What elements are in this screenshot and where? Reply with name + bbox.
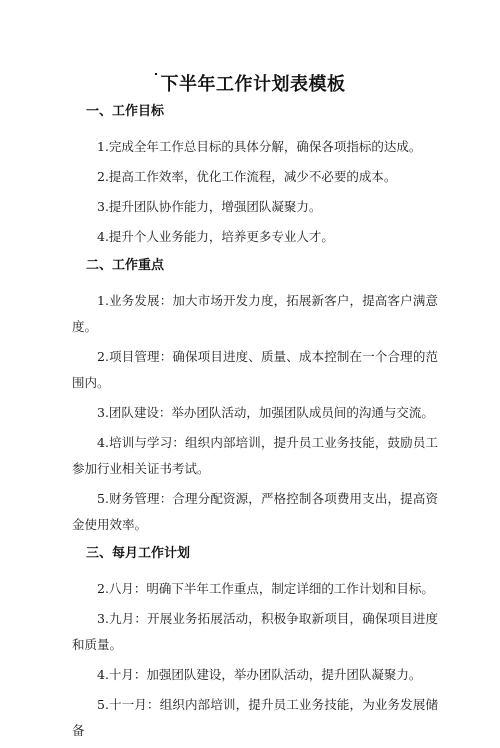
document-body [72,102,438,748]
paragraph: 1.业务发展：加大市场开发力度，拓展新客户，提高客户满意度。 [72,293,438,334]
section-goals [72,102,438,250]
document-title-row [0,70,500,96]
paragraph: 2.八月：明确下半年工作重点，制定详细的工作计划和目标。 [97,581,434,596]
paragraph: 5.十一月：组织内部培训，提升员工业务技能，为业务发展储备 [72,697,438,738]
section-heading: 二、工作重点 [86,258,165,273]
paragraph: 4.提升个人业务能力，培养更多专业人才。 [97,229,334,244]
section-heading: 三、每月工作计划 [86,546,191,561]
paragraph: 2.提高工作效率，优化工作流程，减少不必要的成本。 [97,169,397,184]
paragraph: 4.十月：加强团队建设，举办团队活动，提升团队凝聚力。 [97,667,422,682]
section-monthly-plan [72,544,438,744]
paragraph: 5.财务管理：合理分配资源，严格控制各项费用支出，提高资金使用效率。 [72,491,438,532]
paragraph: 4.培训与学习：组织内部培训，提升员工业务技能，鼓励员工参加行业相关证书考试。 [72,435,438,476]
paragraph: 3.团队建设：举办团队活动，加强团队成员间的沟通与交流。 [97,405,434,420]
paragraph: 3.九月：开展业务拓展活动，积极争取新项目，确保项目进度和质量。 [72,611,438,652]
title-dot-mark [155,73,157,75]
section-focus [72,256,438,538]
document-title: 下半年工作计划表模板 [160,74,346,95]
section-heading: 一、工作目标 [86,104,165,119]
paragraph: 2.项目管理：确保项目进度、质量、成本控制在一个合理的范围内。 [72,349,438,390]
paragraph: 3.提升团队协作能力，增强团队凝聚力。 [97,199,322,214]
paragraph: 1.完成全年工作总目标的具体分解，确保各项指标的达成。 [97,139,422,154]
